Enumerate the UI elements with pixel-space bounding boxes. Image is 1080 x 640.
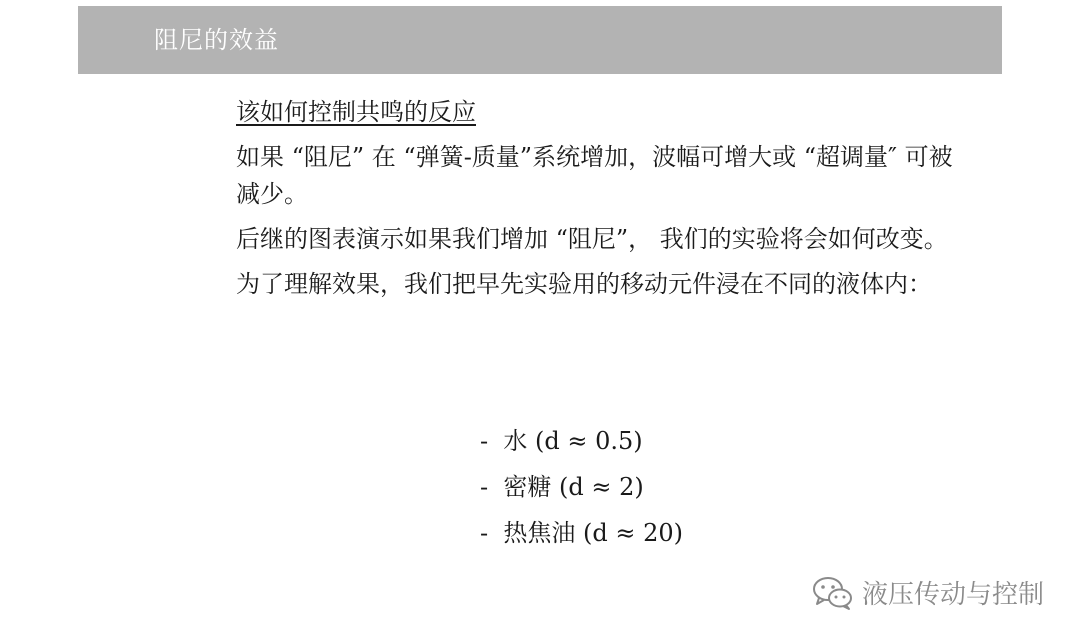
list-item-water: - 水 (d ≈ 0.5) — [480, 427, 643, 455]
paragraph-liquids-intro: 为了理解效果，我们把早先实验用的移动元件浸在不同的液体内： — [236, 270, 932, 298]
section-heading: 该如何控制共鸣的反应 — [236, 98, 476, 126]
liquid-list — [480, 418, 683, 556]
paragraph-damping-effect: 如果 “阻尼” 在 “弹簧-质量”系统增加，波幅可增大或 “超调量″ 可被减少。 — [236, 143, 953, 208]
slide-content — [236, 95, 956, 311]
header-bar — [78, 6, 1002, 74]
list-item-syrup: - 密糖 (d ≈ 2) — [480, 473, 644, 501]
watermark — [812, 574, 1044, 611]
page-title: 阻尼的效益 — [154, 26, 279, 54]
list-item-tar: - 热焦油 (d ≈ 20) — [480, 519, 683, 547]
wechat-icon — [812, 575, 854, 611]
watermark-label: 液压传动与控制 — [861, 580, 1044, 610]
paragraph-chart-intro: 后继的图表演示如果我们增加 “阻尼”， 我们的实验将会如何改变。 — [236, 225, 948, 253]
